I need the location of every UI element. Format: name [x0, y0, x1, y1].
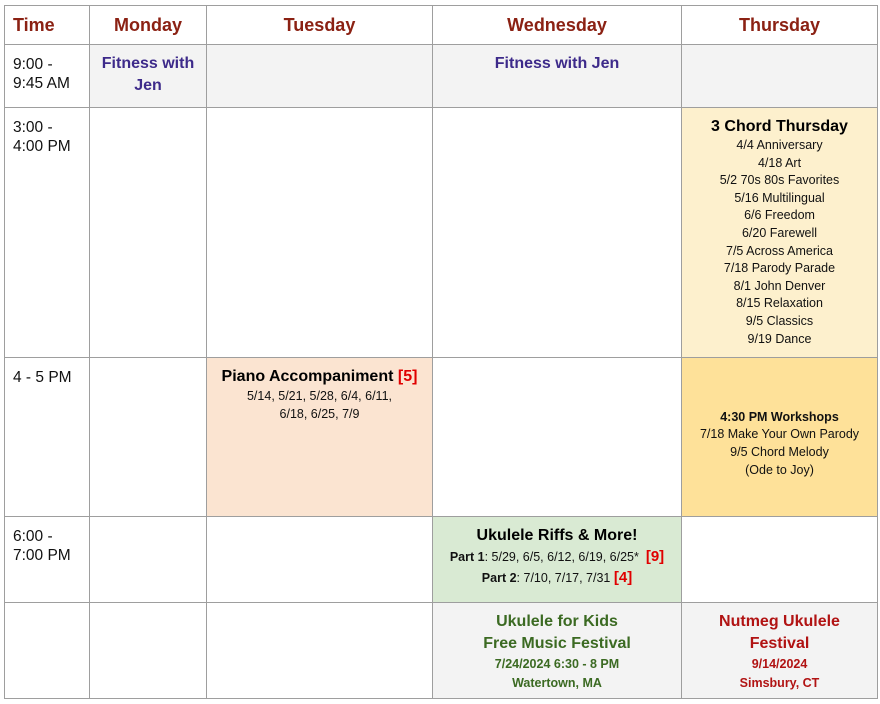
event-location: Watertown, MA: [512, 676, 602, 690]
header-tuesday: Tuesday: [207, 6, 433, 45]
time-cell: [5, 358, 90, 517]
list-item: 6/20 Farewell: [741, 225, 818, 240]
list-item: 5/16 Multilingual: [734, 190, 825, 205]
nutmeg-festival-event: [682, 603, 877, 693]
piano-accompaniment-cell: [207, 358, 433, 517]
event-title: 4:30 PM Workshops: [720, 409, 839, 424]
list-item: 8/1 John Denver: [733, 278, 826, 293]
tuesday-cell: [207, 108, 433, 358]
monday-cell: [90, 45, 207, 108]
header-time: Time: [5, 6, 90, 45]
list-item: 9/5 Classics: [745, 313, 814, 328]
wednesday-cell: [433, 358, 682, 517]
thursday-cell: [682, 517, 878, 603]
enrollment-count: [9]: [645, 548, 665, 565]
fitness-event: Fitness with Jen: [494, 55, 620, 72]
header-thursday: Thursday: [682, 6, 878, 45]
wednesday-cell: [433, 108, 682, 358]
ukulele-riffs-cell: [433, 517, 682, 603]
enrollment-count: [4]: [613, 568, 633, 586]
time-cell: [5, 45, 90, 108]
event-title: Ukulele for Kids: [496, 613, 618, 630]
list-item: 4/4 Anniversary: [736, 138, 823, 152]
monday-cell: [90, 358, 207, 517]
table-row: [5, 603, 878, 699]
event-subtitle: Festival: [749, 635, 810, 652]
workshops-cell: [682, 358, 878, 517]
list-item: 6/6 Freedom: [744, 208, 815, 223]
header-monday: Monday: [90, 6, 207, 45]
event-title: 3 Chord Thursday: [711, 118, 848, 135]
event-date-list: [682, 136, 877, 348]
event-title: Nutmeg Ukulele: [719, 613, 840, 630]
event-title: Piano Accompaniment [5]: [221, 368, 418, 385]
list-item: 9/5 Chord Melody: [730, 445, 829, 459]
table-row: [5, 358, 878, 517]
event-date: 7/24/2024 6:30 - 8 PM: [494, 657, 620, 671]
event-dates: 5/14, 5/21, 5/28, 6/4, 6/11, 6/18, 6/25, 7/9: [246, 389, 393, 421]
tuesday-cell: [207, 45, 433, 108]
tuesday-cell: [207, 517, 433, 603]
list-item: 9/19 Dance: [747, 331, 812, 346]
time-label: 4 - 5 PM: [13, 369, 72, 386]
table-row: [5, 517, 878, 603]
event-title: Ukulele Riffs & More!: [476, 527, 638, 544]
kids-festival-event: [433, 603, 681, 693]
time-label: 3:00 - 4:00 PM: [13, 119, 71, 155]
schedule-table: [4, 5, 878, 699]
list-item: 8/15 Relaxation: [736, 296, 823, 311]
header-wednesday: Wednesday: [433, 6, 682, 45]
kids-festival-cell: [433, 603, 682, 699]
enrollment-count: [5]: [397, 368, 418, 385]
event-date: 9/14/2024: [751, 657, 808, 671]
list-item: 5/2 70s 80s Favorites: [719, 173, 840, 188]
tuesday-cell: [207, 603, 433, 699]
list-item: 7/5 Across America: [726, 243, 833, 258]
list-item: 7/18 Parody Parade: [723, 261, 836, 276]
time-cell: [5, 517, 90, 603]
monday-cell: [90, 108, 207, 358]
part-1-line: Part 1: 5/29, 6/5, 6/12, 6/19, 6/25* [9]: [449, 548, 665, 565]
monday-cell: [90, 603, 207, 699]
fitness-event: Fitness with Jen: [101, 55, 195, 94]
part-2-line: Part 2: 7/10, 7/17, 7/31 [4]: [481, 568, 633, 586]
time-cell: [5, 603, 90, 699]
list-item: 4/18 Art: [757, 155, 802, 170]
table-row: [5, 45, 878, 108]
three-chord-thursday-cell: [682, 108, 878, 358]
header-row: [5, 6, 878, 45]
event-subtitle: Free Music Festival: [483, 635, 631, 652]
nutmeg-festival-cell: [682, 603, 878, 699]
table-row: [5, 108, 878, 358]
list-item: 7/18 Make Your Own Parody: [699, 427, 860, 442]
time-label: 6:00 - 7:00 PM: [13, 528, 71, 564]
wednesday-cell: [433, 45, 682, 108]
thursday-cell: [682, 45, 878, 108]
time-cell: [5, 108, 90, 358]
workshops-list: [682, 395, 877, 479]
monday-cell: [90, 517, 207, 603]
event-location: Simsbury, CT: [739, 676, 820, 690]
time-label: 9:00 - 9:45 AM: [13, 56, 70, 92]
list-item: (Ode to Joy): [745, 462, 814, 477]
